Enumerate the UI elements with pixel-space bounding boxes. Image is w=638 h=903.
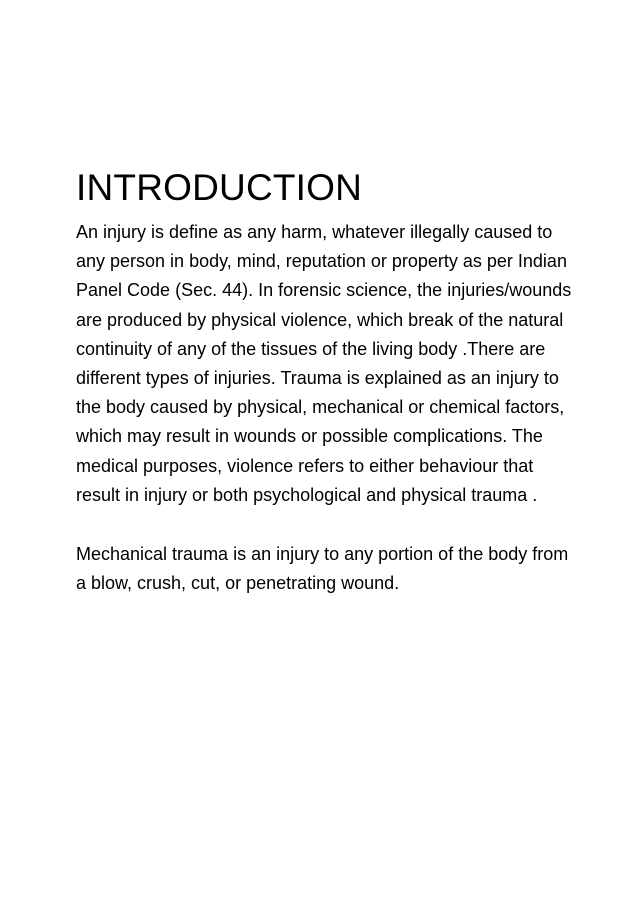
document-body xyxy=(76,158,576,598)
page-title: INTRODUCTION xyxy=(76,167,363,208)
paragraph-injury-definition: An injury is define as any harm, whatever illegally caused to any person in body, mind, reputation or property as per Indian Panel Code (Sec. 44). In forensic science, the injuries/wounds are produced by physical violence, which break of the natural continuity of any of the tissues of the living body .There are different types of injuries. Trauma is explained as an injury to the body caused by physical, mechanical or chemical factors, which may result in wounds or possible complications. The medical purposes, violence refers to either behaviour that result in injury or both psychological and physical trauma . xyxy=(76,222,572,505)
paragraph-mechanical-trauma: Mechanical trauma is an injury to any portion of the body from a blow, crush, cut, or penetrating wound. xyxy=(76,544,569,594)
paragraph-spacer xyxy=(76,510,576,540)
